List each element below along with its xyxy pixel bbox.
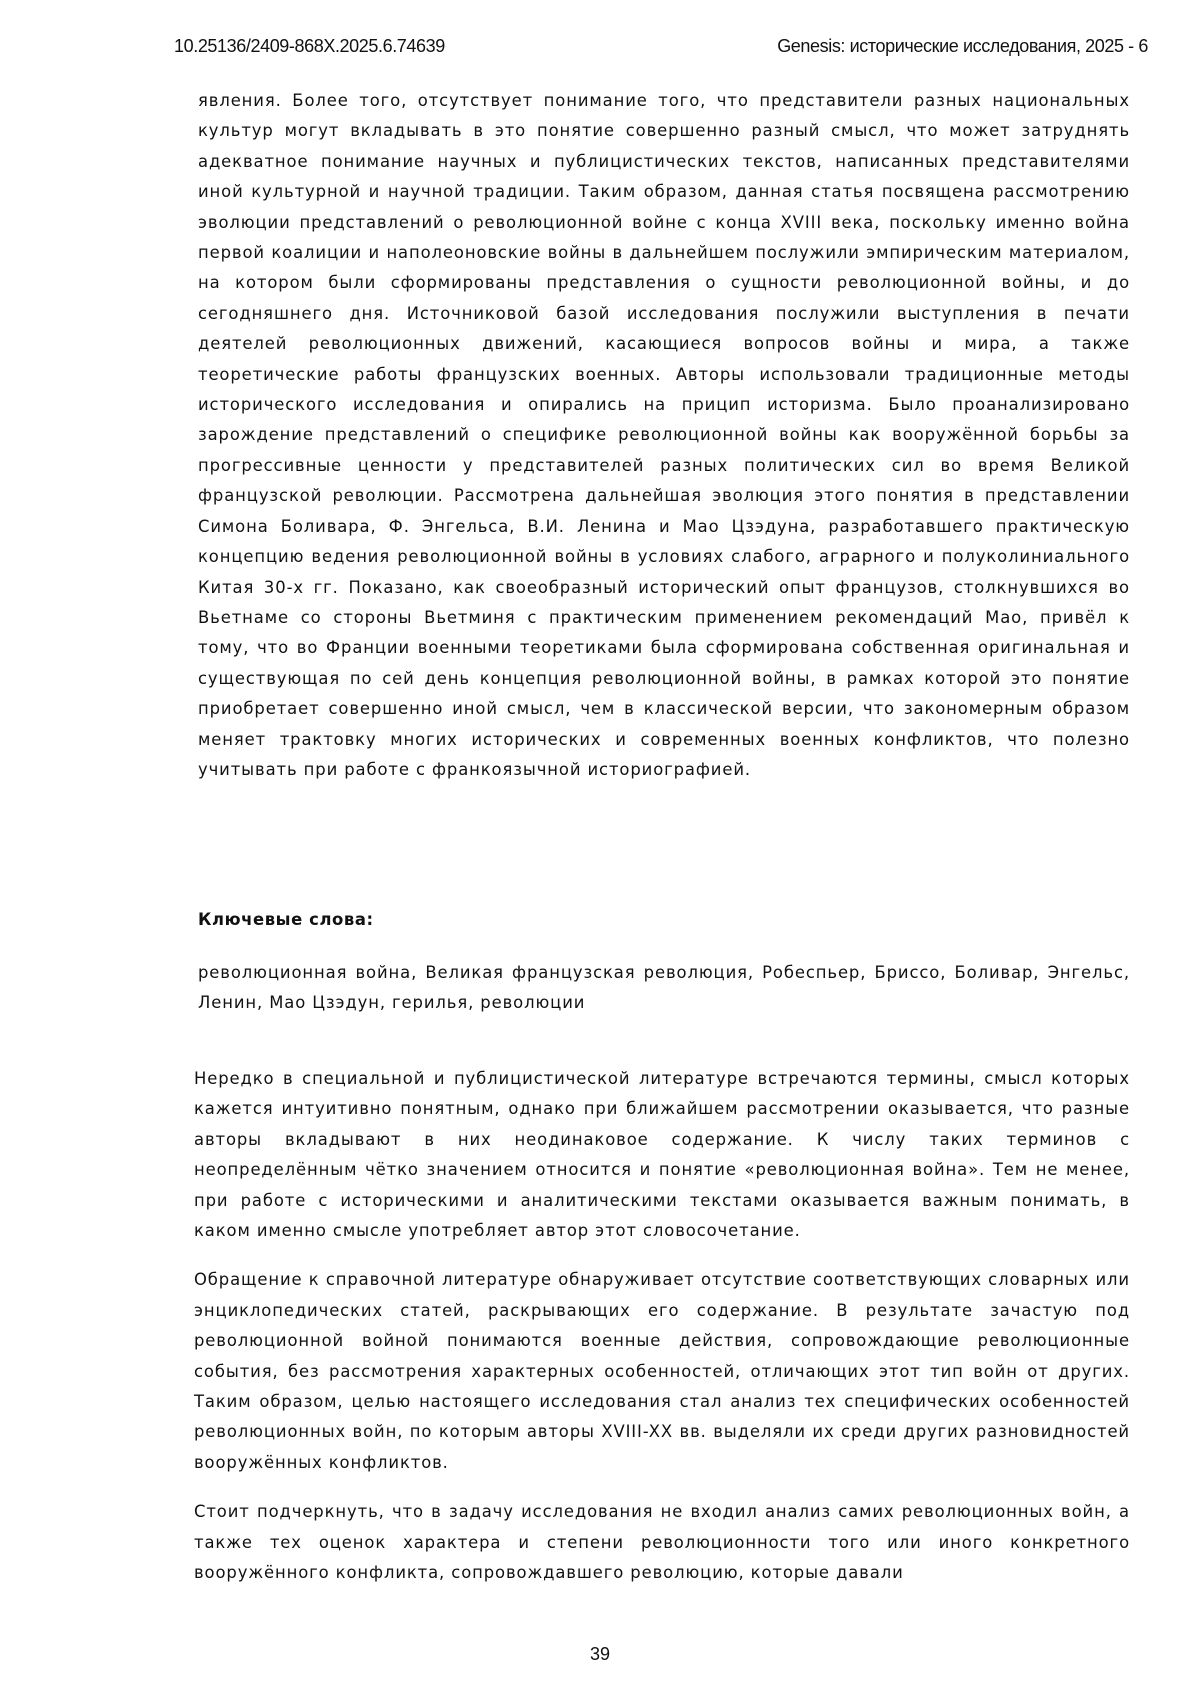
keywords-section — [198, 958, 1130, 1019]
body-paragraph: Нередко в специальной и публицистической литературе встречаются термины, смысл которых кажется интуитивно понятным, однако при ближайшем рассмотрении оказывается, что разные авторы вкладывают в них неодинаковое содержание. К числу таких терминов с неопределённым чётко значением относится и понятие «революционная война». Тем не менее, при работе с историческими и аналитическими текстами оказывается важным понимать, в каком именно смысле употребляет автор этот словосочетание. — [194, 1069, 1130, 1241]
running-header — [174, 36, 1148, 60]
abstract-section — [198, 86, 1130, 785]
article-body — [194, 1064, 1130, 1608]
journal-title: Genesis: исторические исследования, 2025 - 6 — [777, 36, 1148, 56]
abstract-text: явления. Более того, отсутствует понимание того, что представители разных национальных культур могут вкладывать в это понятие совершенно разный смысл, что может затруднять адекватное понимание научных и публицистических текстов, написанных представителями иной культурной и научной традиции. Таким образом, данная статья посвящена рассмотрению эволюции представлений о революционной войне с конца XVIII века, поскольку именно война первой коалиции и наполеоновские войны в дальнейшем послужили эмпирическим материалом, на котором были сформированы представления о сущности революционной войны, и до сегодняшнего дня. Источниковой базой исследования послужили выступления в печати деятелей революционных движений, касающиеся вопросов войны и мира, а также теоретические работы французских военных. Авторы использовали традиционные методы исторического исследования и опирались на прицип историзма. Было проанализировано зарождение представлений о специфике революционной войны как вооружённой борьбы за прогрессивные ценности у представителей разных политических сил во время Великой французской революции. Рассмотрена дальнейшая эволюция этого понятия в представлении Симона Боливара, Ф. Энгельса, В.И. Ленина и Мао Цзэдуна, разработавшего практическую концепцию ведения революционной войны в условиях слабого, аграрного и полуколиниального Китая 30-х гг. Показано, как своеобразный исторический опыт французов, столкнувшихся во Вьетнаме со стороны Вьетминя с практическим применением рекомендаций Мао, привёл к тому, что во Франции военными теоретиками была сформирована собственная оригинальная и существующая по сей день концепция революционной войны, в рамках которой это понятие приобретает совершенно иной смысл, чем в классической версии, что закономерным образом меняет трактовку многих исторических и современных военных конфликтов, что полезно учитывать при работе с франкоязычной историографией. — [198, 91, 1130, 779]
doi-reference: 10.25136/2409-868X.2025.6.74639 — [174, 36, 445, 56]
page-number: 39 — [589, 1644, 611, 1664]
keywords-heading: Ключевые слова: — [198, 910, 374, 929]
body-paragraph: Стоит подчеркнуть, что в задачу исследования не входил анализ самих революционных войн, а также тех оценок характера и степени революционности того или иного конкретного вооружённого конфликта, сопровождавшего революцию, которые давали — [194, 1502, 1130, 1583]
body-paragraph: Обращение к справочной литературе обнаруживает отсутствие соответствующих словарных или энциклопедических статей, раскрывающих его содержание. В результате зачастую под революционной войной понимаются военные действия, сопровождающие революционные события, без рассмотрения характерных особенностей, отличающих этот тип войн от других. Таким образом, целью настоящего исследования стал анализ тех специфических особенностей революционных войн, по которым авторы XVIII-XX вв. выделяли их среди других разновидностей вооружённых конфликтов. — [194, 1270, 1130, 1472]
keywords-text: революционная война, Великая французская революция, Робеспьер, Бриссо, Боливар, Энгельс, Ленин, Мао Цзэдун, герилья, революции — [198, 963, 1130, 1013]
